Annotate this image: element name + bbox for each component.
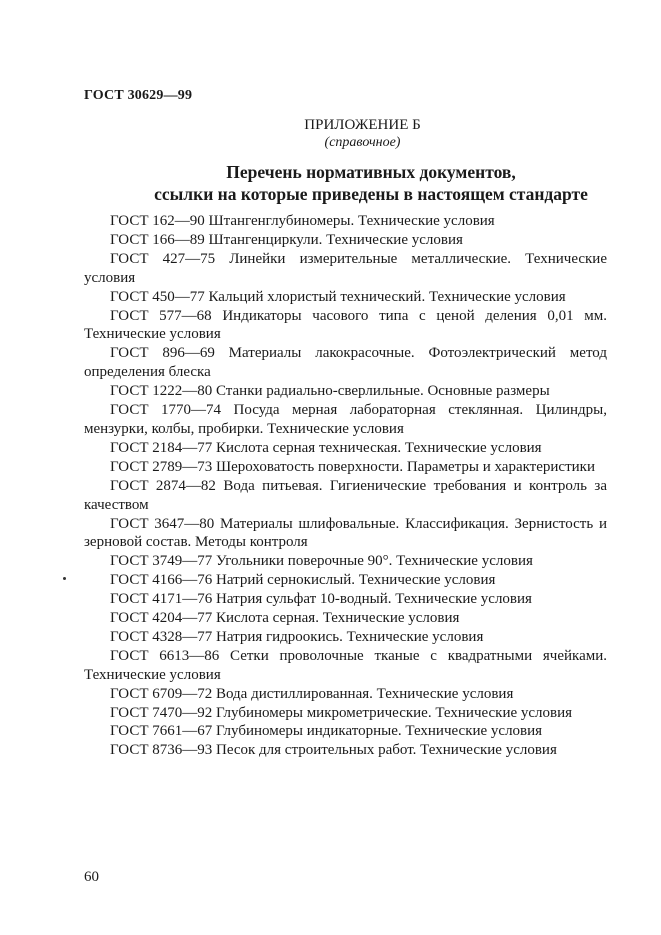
reference-entry: ГОСТ 3647—80 Материалы шлифовальные. Классификация. Зернистость и зерновой состав. Методы контроля [84, 515, 607, 551]
scan-speck [63, 577, 66, 580]
reference-entry: ГОСТ 1222—80 Станки радиально-сверлильные. Основные размеры [110, 383, 550, 400]
standard-code: ГОСТ 30629—99 [84, 88, 193, 103]
reference-list [84, 212, 607, 760]
reference-entry: ГОСТ 6709—72 Вода дистиллированная. Технические условия [110, 685, 514, 702]
reference-entry: ГОСТ 2184—77 Кислота серная техническая. Технические условия [110, 439, 542, 456]
section-heading-line1: Перечень нормативных документов, [226, 162, 516, 182]
section-heading-line2: ссылки на которые приведены в настоящем стандарте [154, 184, 588, 204]
reference-entry: ГОСТ 1770—74 Посуда мерная лабораторная стеклянная. Цилиндры, мензурки, колбы, пробирки. Технические условия [84, 402, 607, 437]
reference-entry: ГОСТ 577—68 Индикаторы часового типа с ценой деления 0,01 мм. Технические условия [84, 307, 607, 343]
reference-entry: ГОСТ 7661—67 Глубиномеры индикаторные. Технические условия [110, 723, 543, 740]
reference-entry: ГОСТ 7470—92 Глубиномеры микрометрические. Технические условия [110, 704, 573, 721]
appendix-title: ПРИЛОЖЕНИЕ Б [304, 117, 421, 133]
reference-entry: ГОСТ 2874—82 Вода питьевая. Гигиенические требования и контроль за качеством [84, 477, 607, 513]
reference-entry: ГОСТ 166—89 Штангенциркули. Технические условия [110, 231, 463, 248]
reference-entry: ГОСТ 450—77 Кальций хлористый технический. Технические условия [110, 288, 566, 305]
reference-entry: ГОСТ 4328—77 Натрия гидроокись. Технические условия [110, 628, 484, 645]
appendix-subtitle: (справочное) [324, 135, 401, 150]
section-heading [84, 161, 628, 205]
reference-entry: ГОСТ 4171—76 Натрия сульфат 10-водный. Технические условия [110, 591, 532, 608]
reference-entry: ГОСТ 162—90 Штангенглубиномеры. Технические условия [110, 213, 495, 229]
reference-entry: ГОСТ 8736—93 Песок для строительных работ. Технические условия [110, 742, 557, 759]
reference-entry: ГОСТ 2789—73 Шероховатость поверхности. Параметры и характеристики [110, 458, 595, 475]
reference-entry: ГОСТ 4166—76 Натрий сернокислый. Технические условия [110, 572, 496, 589]
reference-entry: ГОСТ 3749—77 Угольники поверочные 90°. Технические условия [110, 553, 533, 570]
reference-entry: ГОСТ 4204—77 Кислота серная. Технические условия [110, 610, 460, 627]
reference-entry: ГОСТ 427—75 Линейки измерительные металлические. Технические условия [84, 250, 607, 286]
reference-entry: ГОСТ 896—69 Материалы лакокрасочные. Фотоэлектрический метод определения блеска [84, 345, 607, 381]
reference-entry: ГОСТ 6613—86 Сетки проволочные тканые с квадратными ячейками. Технические условия [84, 647, 607, 683]
page-number: 60 [84, 869, 99, 885]
